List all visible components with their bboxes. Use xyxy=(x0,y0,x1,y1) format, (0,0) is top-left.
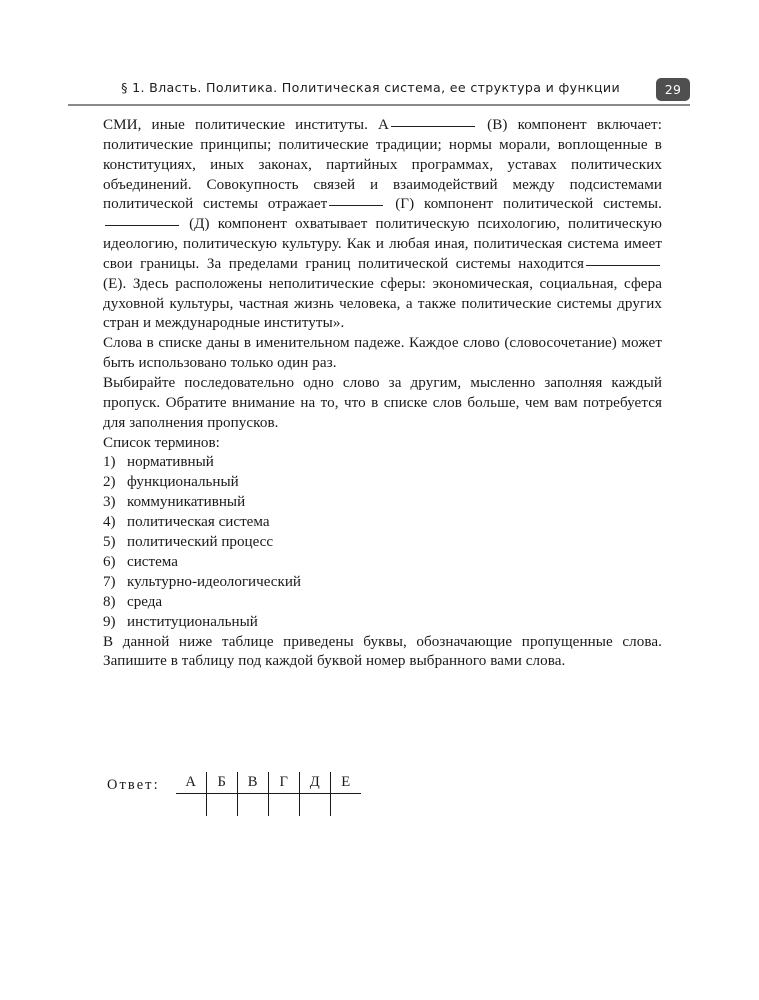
term-number: 2) xyxy=(103,474,116,491)
page-content xyxy=(103,116,662,672)
answer-letter-cell: В xyxy=(237,772,268,794)
list-item xyxy=(103,493,662,513)
answer-value-cell[interactable] xyxy=(175,794,206,817)
list-item xyxy=(103,513,662,533)
passage-segment-4: (Д) компонент охватывает политическую психологию, политическую идеологию, политическую культуру. Как и любая иная, политическая система имеет свои границы. За пределами границ политической системы находится xyxy=(103,216,662,272)
answer-letter-cell: Е xyxy=(330,772,361,794)
terms-heading: Список терминов: xyxy=(103,434,220,451)
term-label: среда xyxy=(127,593,163,610)
list-item xyxy=(103,593,662,613)
answer-letter-cell: А xyxy=(175,772,206,794)
term-label: институциональный xyxy=(127,613,258,630)
blank-e xyxy=(586,265,660,266)
passage-segment-5: (Е). Здесь расположены неполитические сферы: экономическая, социальная, сфера духовной культуры, частная жизнь человека, а также политические системы других стран и международные институты». xyxy=(103,275,662,332)
term-label: коммуникативный xyxy=(127,494,246,511)
list-item xyxy=(103,613,662,633)
answer-value-cell[interactable] xyxy=(206,794,237,817)
term-number: 9) xyxy=(103,613,116,630)
answer-label: Ответ: xyxy=(107,777,160,793)
term-label: система xyxy=(127,553,178,570)
term-label: политический процесс xyxy=(127,533,274,550)
table-row-letters xyxy=(175,772,361,794)
table-row-values xyxy=(175,794,361,817)
terms-list xyxy=(103,453,662,632)
term-number: 3) xyxy=(103,494,116,511)
instruction-paragraph-3: В данной ниже таблице приведены буквы, обозначающие пропущенные слова. Запишите в таблицу под каждой буквой номер выбранного вами слова. xyxy=(103,633,662,670)
term-label: культурно-идеологический xyxy=(127,573,301,590)
answer-value-cell[interactable] xyxy=(268,794,299,817)
answer-value-cell[interactable] xyxy=(237,794,268,817)
answer-letter-cell: Г xyxy=(268,772,299,794)
instruction-paragraph-2: Выбирайте последовательно одно слово за другим, мысленно заполняя каждый пропуск. Обратите внимание на то, что в списке слов больше, чем вам потребуется для заполнения пропусков. xyxy=(103,374,662,431)
answer-value-cell[interactable] xyxy=(330,794,361,817)
term-label: функциональный xyxy=(127,474,239,491)
term-number: 1) xyxy=(103,454,116,471)
term-label: политическая система xyxy=(127,514,270,531)
list-item xyxy=(103,553,662,573)
list-item xyxy=(103,533,662,553)
list-item xyxy=(103,473,662,493)
header-divider xyxy=(68,104,690,106)
term-label: нормативный xyxy=(127,454,214,471)
answer-letter-cell: Д xyxy=(299,772,330,794)
list-item xyxy=(103,573,662,593)
answer-table xyxy=(175,771,362,817)
blank-d xyxy=(105,225,179,226)
page-number-badge: 29 xyxy=(656,78,690,101)
passage-segment-3: (Г) компонент политической системы. xyxy=(395,196,662,213)
term-number: 5) xyxy=(103,533,116,550)
term-number: 4) xyxy=(103,514,116,531)
term-number: 8) xyxy=(103,593,116,610)
instruction-paragraph-1: Слова в списке даны в именительном падеже. Каждое слово (словосочетание) может быть использовано только один раз. xyxy=(103,335,662,372)
answer-letter-cell: Б xyxy=(206,772,237,794)
header-title: § 1. Власть. Политика. Политическая система, ее структура и функции xyxy=(121,80,620,95)
passage-segment-1: СМИ, иные политические институты. А xyxy=(103,117,390,133)
answer-section xyxy=(107,771,362,817)
blank-g xyxy=(329,205,383,206)
list-item xyxy=(103,453,662,473)
blank-v xyxy=(391,126,475,127)
passage-segment-2: (В) компонент включает: политические принципы; политические традиции; нормы морали, воплощенные в конституциях, иных законах, партийных программах, уставах политических объединений. Совокупность связей и взаимодействий между подсистемами политической системы отражает xyxy=(103,117,663,213)
term-number: 7) xyxy=(103,573,116,590)
page-header xyxy=(68,80,690,106)
passage-paragraph xyxy=(103,116,662,334)
term-number: 6) xyxy=(103,553,116,570)
answer-value-cell[interactable] xyxy=(299,794,330,817)
